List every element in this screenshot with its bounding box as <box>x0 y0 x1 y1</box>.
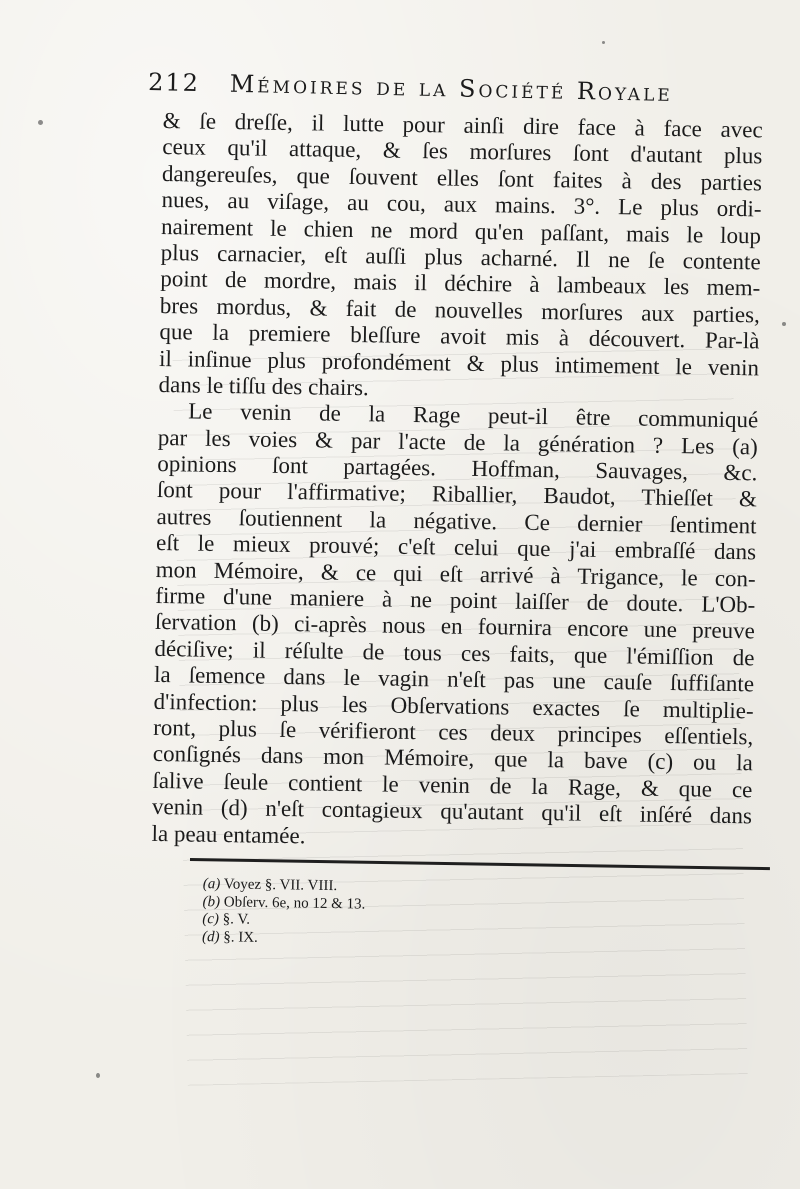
text-line: ceux qu'il attaque, & ſes morſures ſont d'autant plus <box>162 134 763 169</box>
text-line: ſalive ſeule contient le venin de la Rage, & que ce <box>152 767 753 803</box>
text-line: ſervation (b) ci-après nous en fournira encore une preuve <box>154 609 756 644</box>
text-line: d'infection: plus les Obſervations exactes ſe multiplie- <box>153 688 754 723</box>
paragraph-start-line: Le venin de la Rage peut-il être communiqué <box>188 398 759 433</box>
footnote-text: §. V. <box>222 911 251 928</box>
text-line: dans le tiſſu des chairs. <box>158 371 369 401</box>
text-line: autres ſoutiennent la négative. Ce dernier ſentiment <box>156 503 757 539</box>
text-line: firme d'une maniere à ne point laiſſer de doute. L'Ob- <box>155 582 756 618</box>
paper-speck <box>602 41 605 44</box>
text-line: bres mordus, & fait de nouvelles morſures aux parties, <box>159 292 761 328</box>
text-line: venin (d) n'eſt contagieux qu'autant qu'il eſt inſéré dans <box>151 794 753 829</box>
paper-speck <box>96 1073 100 1078</box>
footnotes <box>202 876 603 952</box>
footnote-mark: (a) <box>202 876 221 893</box>
text-line: & ſe dreſſe, il lutte pour ainſi dire face à face avec <box>162 108 763 143</box>
body-text <box>151 108 763 856</box>
footnote-rule <box>190 858 770 870</box>
text-line: dangereuſes, que ſouvent elles ſont faites à des parties <box>161 160 763 196</box>
text-line: par les voies & par l'acte de la génération ? Les (a) <box>157 424 758 460</box>
text-line: conſignés dans mon Mémoire, que la bave (c) ou la <box>152 741 753 776</box>
text-line: la ſemence dans le vagin n'eſt pas une cauſe ſuffiſante <box>153 662 755 697</box>
text-line: point de mordre, mais il déchire à lambeaux les mem- <box>160 266 761 301</box>
text-line: que la premiere bleſſure avoit mis à découvert. Par-là <box>159 319 760 354</box>
footnote-text: Obſerv. 6e, no 12 & 13. <box>223 893 366 913</box>
paper-speck <box>782 322 786 326</box>
footnote-mark: (d) <box>201 928 220 945</box>
text-line: opinions ſont partagées. Hoffman, Sauvages, &c. <box>157 451 758 486</box>
text-line: la peau entamée. <box>151 820 306 848</box>
text-line: il inſinue plus profondément & plus intimement le venin <box>158 345 760 380</box>
text-line: ront, plus ſe vérifieront ces deux principes eſſentiels, <box>153 714 754 750</box>
text-line: nairement le chien ne mord qu'en paſſant, mais le loup <box>160 213 762 248</box>
text-line: déciſive; il réſulte de tous ces faits, que l'émiſſion de <box>154 635 755 671</box>
text-line: plus carnacier, eſt auſſi plus acharné. Il ne ſe contente <box>160 239 761 275</box>
text-line: eſt le mieux prouvé; c'eſt celui que j'ai embraſſé dans <box>155 530 757 565</box>
text-line: nues, au viſage, au cou, aux mains. 3°. Le plus ordi- <box>161 187 762 222</box>
footnote-text: Voyez §. VII. VIII. <box>223 876 338 895</box>
footnote-text: §. IX. <box>223 928 258 946</box>
text-line: ſont pour l'affirmative; Riballier, Baudot, Thieſſet & <box>156 477 758 512</box>
running-title: Mémoires de la Société Royale <box>229 69 674 107</box>
paper-speck <box>38 120 43 125</box>
page-number: 212 <box>147 68 201 98</box>
footnote-mark: (c) <box>202 910 220 928</box>
footnote-mark: (b) <box>202 893 221 910</box>
text-line: mon Mémoire, & ce qui eſt arrivé à Trigance, le con- <box>155 556 756 592</box>
